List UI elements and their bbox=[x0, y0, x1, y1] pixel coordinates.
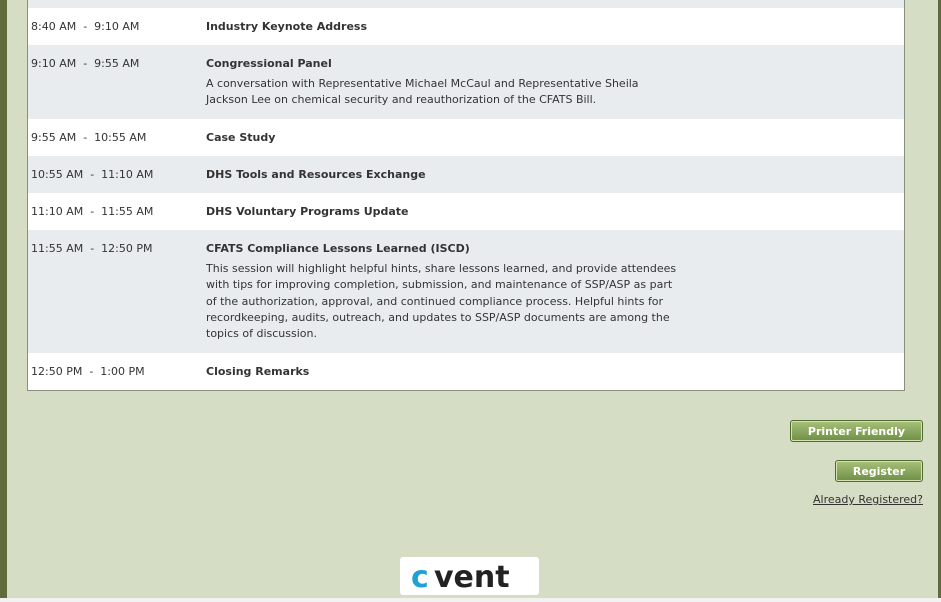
agenda-row bbox=[28, 8, 904, 45]
session-title: Industry Keynote Address bbox=[206, 20, 367, 33]
session-info bbox=[206, 241, 686, 343]
agenda-row bbox=[28, 230, 904, 353]
session-title: DHS Voluntary Programs Update bbox=[206, 204, 409, 218]
session-time: 12:50 PM - 1:00 PM bbox=[31, 364, 145, 378]
session-title: Congressional Panel bbox=[206, 57, 332, 70]
session-time: 8:40 AM - 9:10 AM bbox=[31, 20, 140, 33]
agenda-row bbox=[28, 193, 904, 230]
agenda-row bbox=[28, 45, 904, 119]
session-title: CFATS Compliance Lessons Learned (ISCD) bbox=[206, 241, 470, 255]
bottom-frame-border bbox=[0, 598, 941, 602]
session-time: 10:55 AM - 11:10 AM bbox=[31, 167, 154, 181]
agenda-row bbox=[28, 119, 904, 156]
session-time: 11:10 AM - 11:55 AM bbox=[31, 204, 154, 218]
already-registered-link[interactable]: Already Registered? bbox=[813, 493, 923, 506]
left-frame-border bbox=[0, 0, 7, 602]
session-title: Closing Remarks bbox=[206, 364, 310, 378]
cvent-logo[interactable] bbox=[400, 557, 539, 595]
register-button[interactable]: Register bbox=[835, 460, 923, 482]
agenda-row bbox=[28, 353, 904, 390]
session-info bbox=[206, 56, 686, 109]
session-info bbox=[206, 204, 686, 220]
session-info bbox=[206, 19, 686, 35]
session-time: 9:10 AM - 9:55 AM bbox=[31, 57, 140, 70]
cvent-logo-icon bbox=[405, 560, 535, 592]
printer-friendly-button[interactable]: Printer Friendly bbox=[790, 420, 923, 442]
session-time: 11:55 AM - 12:50 PM bbox=[31, 241, 153, 255]
session-title: DHS Tools and Resources Exchange bbox=[206, 167, 426, 181]
session-time: 9:55 AM - 10:55 AM bbox=[31, 130, 147, 144]
svg-text:c: c bbox=[410, 560, 429, 592]
agenda-table bbox=[27, 0, 905, 391]
session-title: Case Study bbox=[206, 130, 276, 144]
session-description: This session will highlight helpful hints, share lessons learned, and provide attendees with tips for improving completion, submission, and maintenance of SSP/ASP as part of the authorization, approval, and continued compliance process. Helpful hints for recordkeeping, audits, outreach, and updates to SSP/ASP documents are among the topics of discussion. bbox=[206, 261, 677, 341]
session-info bbox=[206, 130, 686, 146]
session-description: A conversation with Representative Michael McCaul and Representative Sheila Jackson Lee on chemical security and reauthorization of the CFATS Bill. bbox=[206, 77, 639, 107]
svg-text:vent: vent bbox=[433, 560, 510, 592]
agenda-row bbox=[28, 156, 904, 193]
session-info bbox=[206, 167, 686, 183]
session-info bbox=[206, 364, 686, 380]
agenda-top-strip bbox=[28, 0, 904, 8]
